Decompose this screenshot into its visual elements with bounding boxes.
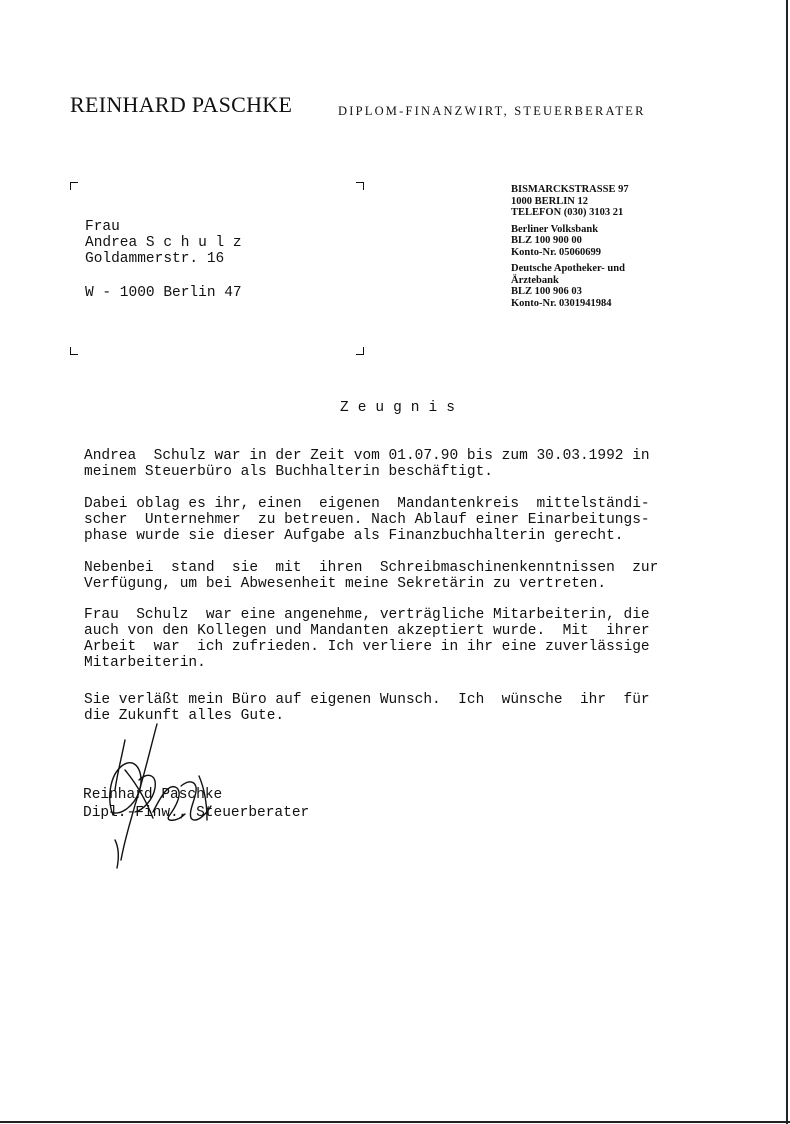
scan-edge-bottom	[0, 1121, 790, 1123]
paragraph-line: Arbeit war ich zufrieden. Ich verliere in ihr eine zuverlässige	[84, 639, 650, 655]
sender-street: BISMARCKSTRASSE 97	[511, 184, 629, 195]
address-window-corner-br	[356, 347, 364, 355]
bank2-blz: BLZ 100 906 03	[511, 286, 582, 297]
recipient-salutation: Frau	[85, 219, 120, 235]
paragraph-line: Mitarbeiterin.	[84, 655, 206, 671]
letterhead-name: REINHARD PASCHKE	[70, 92, 293, 117]
letterhead-title: DIPLOM-FINANZWIRT, STEUERBERATER	[338, 104, 646, 118]
bank1-name: Berliner Volksbank	[511, 223, 599, 235]
paragraph-line: Frau Schulz war eine angenehme, verträgliche Mitarbeiterin, die	[84, 607, 650, 623]
recipient-street: Goldammerstr. 16	[85, 251, 225, 267]
paragraph-line: Andrea Schulz war in der Zeit vom 01.07.90 bis zum 30.03.1992 in	[84, 448, 650, 464]
handwritten-signature	[95, 720, 235, 870]
paragraph-line: Nebenbei stand sie mit ihren Schreibmaschinenkenntnissen zur	[84, 560, 659, 576]
sender-info	[511, 184, 681, 309]
bank2-name-cont: Ärztebank	[511, 274, 559, 286]
paragraph-line: phase wurde sie dieser Aufgabe als Finanzbuchhalterin gerecht.	[84, 528, 624, 544]
address-window-corner-bl	[70, 347, 78, 355]
paragraph-line: auch von den Kollegen und Mandanten akzeptiert wurde. Mit ihrer	[84, 623, 650, 639]
paragraph-line: scher Unternehmer zu betreuen. Nach Ablauf einer Einarbeitungs-	[84, 512, 650, 528]
bank1-account: Konto-Nr. 05060699	[511, 246, 602, 258]
document-heading: Zeugnis	[340, 400, 464, 416]
paragraph-line: Sie verläßt mein Büro auf eigenen Wunsch. Ich wünsche ihr für	[84, 692, 650, 708]
address-window-corner-tr	[356, 182, 364, 190]
recipient-name: Andrea S c h u l z	[85, 235, 242, 251]
signer-name: Reinhard Paschke	[83, 787, 223, 803]
address-window-corner-tl	[70, 182, 78, 190]
paragraph-line: Verfügung, um bei Abwesenheit meine Sekretärin zu vertreten.	[84, 576, 607, 592]
sender-phone: TELEFON (030) 3103 21	[511, 207, 624, 218]
signer-title: Dipl.-Finw., Steuerberater	[83, 805, 310, 821]
paragraph-line: meinem Steuerbüro als Buchhalterin beschäftigt.	[84, 464, 493, 480]
paragraph-line: die Zukunft alles Gute.	[84, 708, 285, 724]
sender-city: 1000 BERLIN 12	[511, 195, 589, 207]
scan-edge-right	[786, 0, 788, 1124]
recipient-city: W - 1000 Berlin 47	[85, 285, 242, 301]
paragraph-line: Dabei oblag es ihr, einen eigenen Mandantenkreis mittelständi-	[84, 496, 650, 512]
bank2-name: Deutsche Apotheker- und	[511, 263, 625, 274]
bank1-blz: BLZ 100 900 00	[511, 235, 582, 246]
bank2-account: Konto-Nr. 0301941984	[511, 297, 612, 309]
